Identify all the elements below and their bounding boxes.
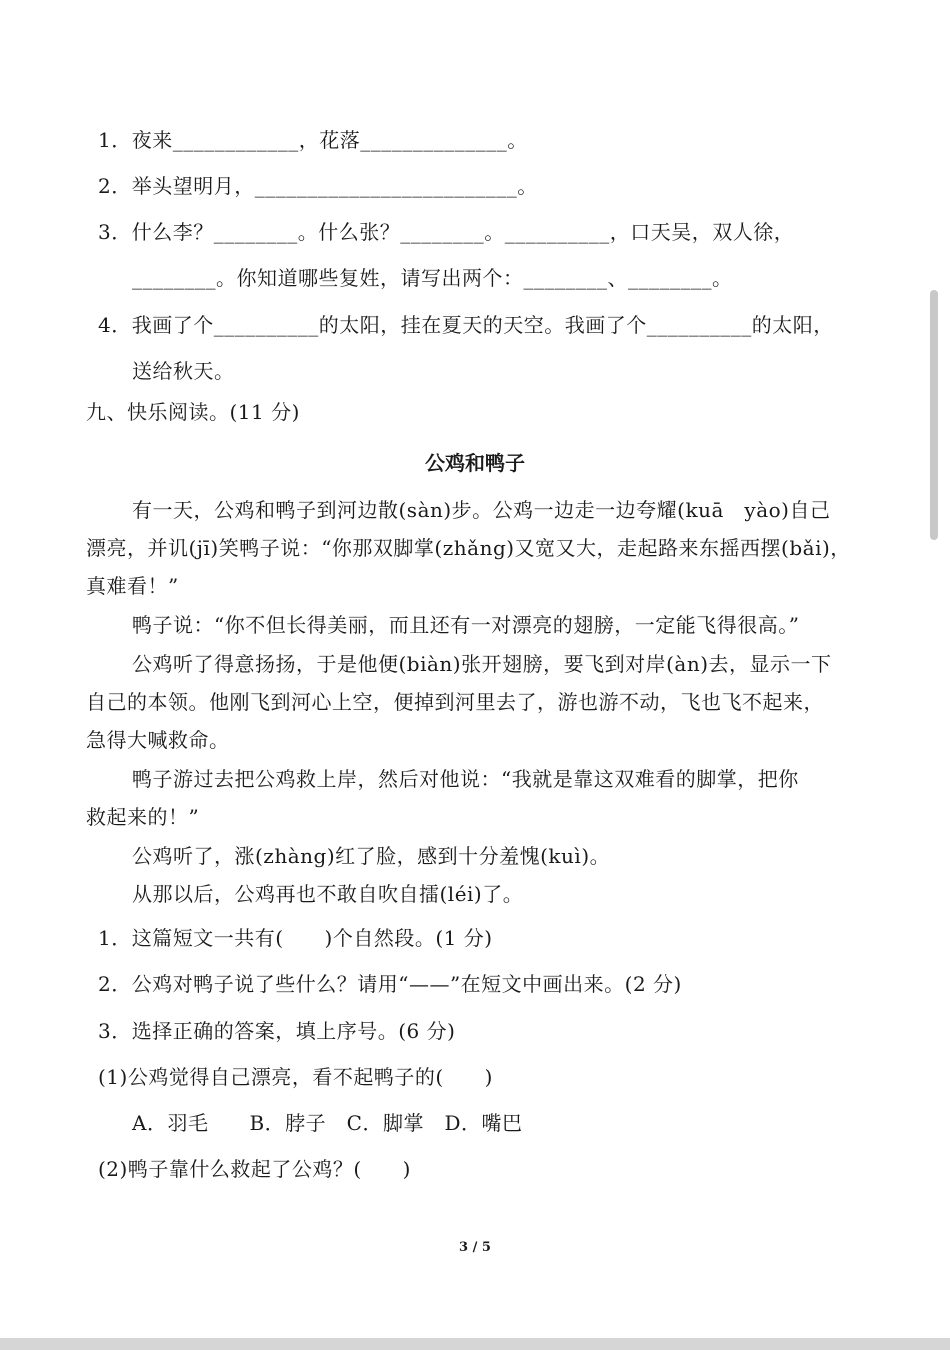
page-indicator: 3 / 5 [459,1240,491,1255]
story-line: 漂亮，并讥(jī)笑鸭子说：“你那双脚掌(zhǎng)又宽又大，走起路来东摇西摆(bǎi)， [86,536,851,560]
reading-subquestion-2: (2)鸭子靠什么救起了公鸡？( ) [98,1157,411,1181]
fill-question-4: 4．我画了个__________的太阳，挂在夏天的天空。我画了个__________的太阳， [98,313,834,337]
story-title: 公鸡和鸭子 [425,451,525,475]
story-line: 鸭子游过去把公鸡救上岸，然后对他说：“我就是靠这双难看的脚掌，把你 [132,767,799,791]
story-line: 从那以后，公鸡再也不敢自吹自擂(léi)了。 [132,882,524,906]
story-line: 急得大喊救命。 [86,728,230,752]
fill-question-2: 2．举头望明月，_________________________。 [98,174,538,198]
story-line: 救起来的！” [86,805,200,829]
bottom-toolbar [0,1338,950,1350]
reading-options: A．羽毛 B．脖子 C．脚掌 D．嘴巴 [132,1111,523,1135]
reading-question-2: 2．公鸡对鸭子说了些什么？请用“——”在短文中画出来。(2 分) [98,972,682,996]
story-line: 公鸡听了得意扬扬，于是他便(biàn)张开翅膀，要飞到对岸(àn)去，显示一下 [132,652,832,676]
story-line: 自己的本领。他刚飞到河心上空，便掉到河里去了，游也游不动，飞也飞不起来， [86,690,824,714]
fill-question-3-cont: ________。你知道哪些复姓，请写出两个：________、________。 [132,266,733,290]
reading-question-1: 1．这篇短文一共有( )个自然段。(1 分) [98,926,493,950]
section-heading: 九、快乐阅读。(11 分) [86,400,300,424]
story-line: 真难看！” [86,574,179,598]
reading-question-3: 3．选择正确的答案，填上序号。(6 分) [98,1019,456,1043]
fill-question-3: 3．什么李？________。什么张？________。__________，口天吴，双人徐， [98,220,795,244]
story-line: 鸭子说：“你不但长得美丽，而且还有一对漂亮的翅膀，一定能飞得很高。” [132,613,800,637]
story-line: 公鸡听了，涨(zhàng)红了脸，感到十分羞愧(kuì)。 [132,844,611,868]
story-line: 有一天，公鸡和鸭子到河边散(sàn)步。公鸡一边走一边夸耀(kuā yào)自己 [132,498,831,522]
reading-subquestion-1: (1)公鸡觉得自己漂亮，看不起鸭子的( ) [98,1065,493,1089]
fill-question-1: 1．夜来____________，花落______________。 [98,128,528,152]
vertical-scrollbar[interactable] [930,290,938,540]
fill-question-4-cont: 送给秋天。 [132,359,235,383]
